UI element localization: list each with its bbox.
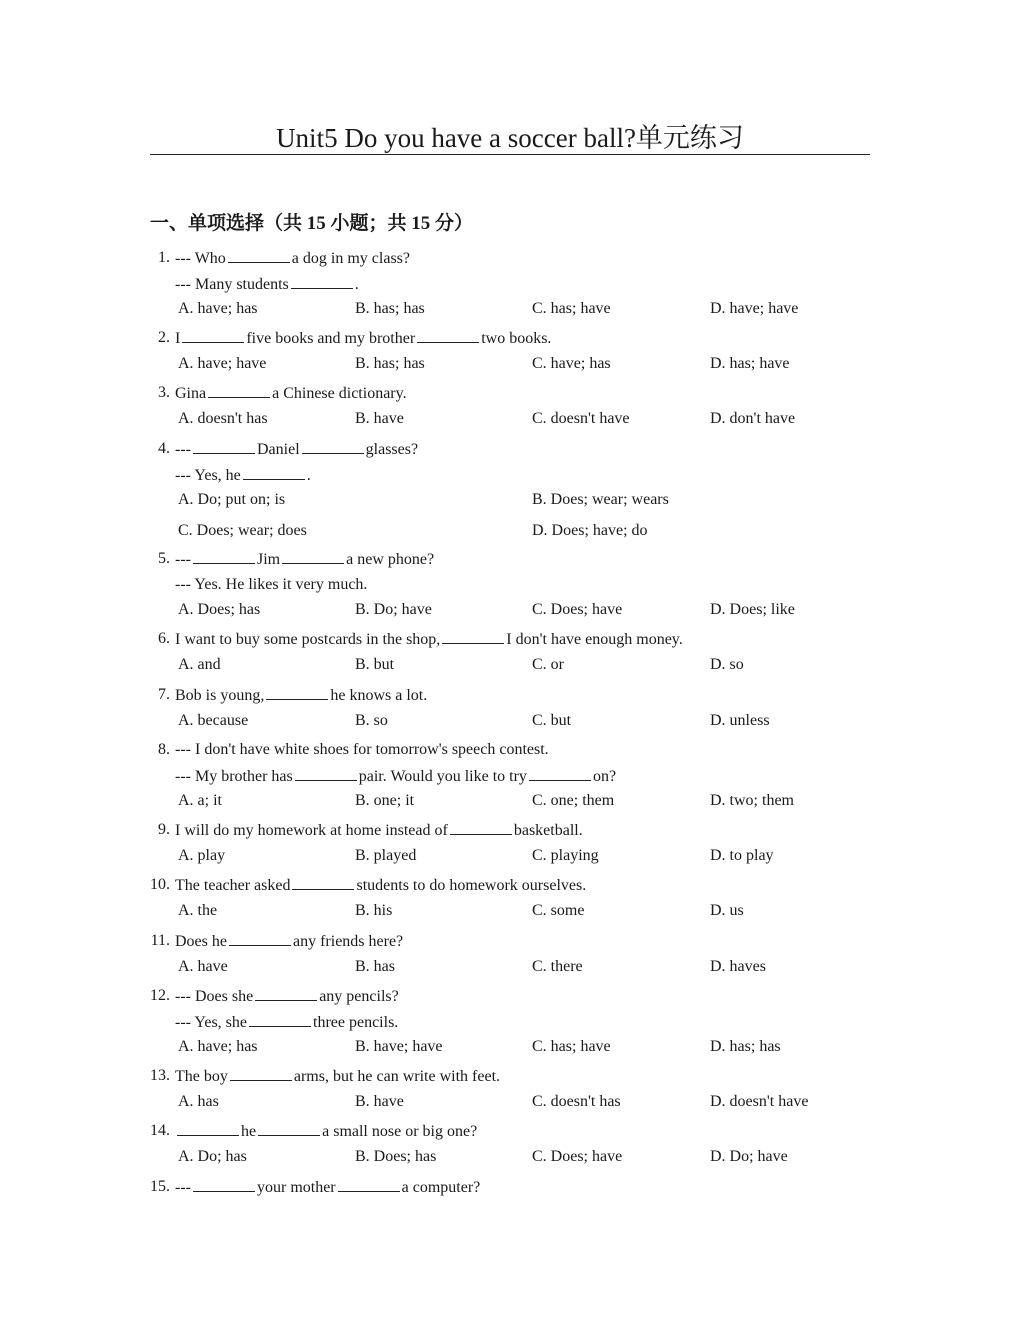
question-line <box>150 985 399 1008</box>
answer-option[interactable]: C. but <box>532 711 572 729</box>
question-line <box>175 273 359 296</box>
answer-option[interactable]: D. to play <box>710 846 774 864</box>
question-text: Jim <box>256 551 281 568</box>
answer-blank[interactable] <box>230 1065 292 1081</box>
question-number: 1. <box>158 249 170 266</box>
answer-option[interactable]: C. has; have <box>532 300 611 317</box>
answer-option[interactable]: C. playing <box>532 846 599 864</box>
answer-option[interactable]: A. Do; put on; is <box>178 491 286 508</box>
question-text: --- Does she <box>175 988 254 1005</box>
answer-option[interactable]: B. have <box>355 409 404 427</box>
answer-blank[interactable] <box>249 1011 311 1027</box>
question-line <box>158 684 428 707</box>
question-text: any pencils? <box>319 988 399 1005</box>
question-text: The boy <box>175 1068 228 1085</box>
answer-blank[interactable] <box>229 930 291 946</box>
question-number: 14. <box>150 1122 170 1139</box>
answer-option[interactable]: A. have; have <box>178 354 267 372</box>
answer-option[interactable]: A. Do; has <box>178 1147 247 1165</box>
answer-blank[interactable] <box>292 874 354 890</box>
answer-blank[interactable] <box>193 548 255 564</box>
answer-option[interactable]: C. Does; wear; does <box>178 522 307 539</box>
question-text: five books and my brother <box>246 330 416 347</box>
question-number: 7. <box>158 686 170 703</box>
answer-blank[interactable] <box>442 628 504 644</box>
answer-blank[interactable] <box>182 327 244 343</box>
answer-blank[interactable] <box>255 985 317 1001</box>
question-text: I want to buy some postcards in the shop, <box>175 631 441 648</box>
answer-option[interactable]: D. doesn't have <box>710 1092 809 1110</box>
answer-option[interactable]: A. because <box>178 711 249 729</box>
question-text: --- Who <box>175 250 226 267</box>
answer-blank[interactable] <box>266 684 328 700</box>
question-text: . <box>354 275 359 293</box>
answer-blank[interactable] <box>291 273 353 289</box>
question-text: Gina <box>175 385 207 402</box>
question-line <box>150 1065 501 1088</box>
answer-option[interactable]: D. us <box>710 901 744 919</box>
question-line <box>158 247 410 270</box>
answer-option[interactable]: A. have <box>178 957 228 975</box>
answer-blank[interactable] <box>177 1120 239 1136</box>
question-text: glasses? <box>365 441 419 458</box>
answer-blank[interactable] <box>243 464 305 480</box>
answer-option[interactable]: B. has <box>355 957 395 975</box>
question-text: The teacher asked <box>175 877 291 894</box>
question-line <box>175 1011 398 1034</box>
answer-option[interactable]: B. his <box>355 901 393 919</box>
answer-option[interactable]: A. have; has <box>178 300 258 317</box>
answer-option[interactable]: B. but <box>355 655 395 673</box>
answer-option[interactable]: D. so <box>710 655 744 673</box>
answer-blank[interactable] <box>417 327 479 343</box>
question-number: 12. <box>150 987 170 1004</box>
answer-option[interactable]: B. Does; has <box>355 1147 437 1165</box>
question-text: three pencils. <box>313 1013 399 1031</box>
answer-option[interactable]: C. there <box>532 957 583 975</box>
answer-option[interactable]: D. Does; like <box>710 601 795 618</box>
question-text: arms, but he can write with feet. <box>293 1068 501 1085</box>
answer-option[interactable]: A. has <box>178 1092 219 1110</box>
page-title: Unit5 Do you have a soccer ball?单元练习 <box>276 123 744 153</box>
answer-option[interactable]: B. have; have <box>355 1038 443 1055</box>
question-text: Does he <box>175 933 227 950</box>
question-line <box>158 628 683 651</box>
question-line <box>158 819 583 842</box>
answer-blank[interactable] <box>282 548 344 564</box>
answer-blank[interactable] <box>228 247 290 263</box>
answer-option[interactable]: B. one; it <box>355 792 415 809</box>
question-text: I <box>175 330 181 347</box>
answer-option[interactable]: A. play <box>178 846 226 864</box>
question-text: basketball. <box>513 822 583 839</box>
question-text: a small nose or big one? <box>322 1123 478 1140</box>
answer-blank[interactable] <box>295 765 357 781</box>
answer-blank[interactable] <box>258 1120 320 1136</box>
question-text: students to do homework ourselves. <box>356 877 587 894</box>
answer-option[interactable]: C. Does; have <box>532 601 623 618</box>
question-number: 9. <box>158 821 170 838</box>
question-text: --- <box>175 1179 191 1196</box>
question-text: pair. Would you like to try <box>358 767 527 785</box>
answer-option[interactable]: C. one; them <box>532 792 615 809</box>
question-line <box>158 438 419 461</box>
answer-option[interactable]: A. doesn't has <box>178 409 268 427</box>
question-text: a Chinese dictionary. <box>272 385 407 402</box>
answer-blank[interactable] <box>193 1176 255 1192</box>
answer-option[interactable]: C. or <box>532 655 564 673</box>
question-text: --- <box>175 441 191 458</box>
answer-option[interactable]: A. have; has <box>178 1038 258 1055</box>
question-line <box>158 382 407 405</box>
question-text: any friends here? <box>292 933 404 950</box>
question-number: 10. <box>150 876 170 893</box>
question-line <box>150 1120 478 1143</box>
answer-option[interactable]: D. has; has <box>710 1038 781 1055</box>
question-text: he knows a lot. <box>330 687 428 704</box>
answer-option[interactable]: C. doesn't has <box>532 1092 621 1110</box>
answer-option[interactable]: B. have <box>355 1092 404 1110</box>
answer-option[interactable]: B. played <box>355 846 417 864</box>
answer-option[interactable]: A. and <box>178 655 221 673</box>
question-number: 13. <box>150 1067 170 1084</box>
answer-option[interactable]: D. has; have <box>710 354 790 372</box>
question-line <box>158 739 549 761</box>
question-number: 4. <box>158 440 170 457</box>
question-line <box>150 874 587 897</box>
section-heading: 一、单项选择（共 15 小题；共 15 分） <box>150 213 474 234</box>
question-line <box>175 574 367 596</box>
answer-option[interactable]: B. has; has <box>355 300 425 317</box>
question-text: --- Yes, she <box>175 1013 247 1031</box>
answer-option[interactable]: D. unless <box>710 711 770 729</box>
answer-blank[interactable] <box>208 382 270 398</box>
answer-option[interactable]: A. Does; has <box>178 601 261 618</box>
question-text: --- Many students <box>175 275 289 293</box>
question-number: 5. <box>158 550 170 567</box>
question-text: two books. <box>481 330 552 347</box>
question-text: a new phone? <box>346 551 435 568</box>
answer-blank[interactable] <box>529 765 591 781</box>
answer-option[interactable]: A. the <box>178 901 218 919</box>
question-text: your mother <box>256 1179 336 1196</box>
answer-option[interactable]: B. Do; have <box>355 601 432 618</box>
answer-blank[interactable] <box>338 1176 400 1192</box>
question-line <box>175 765 616 788</box>
question-line <box>158 548 435 571</box>
answer-option[interactable]: D. haves <box>710 957 766 975</box>
answer-option[interactable]: D. two; them <box>710 792 794 809</box>
question-text: --- Yes. He likes it very much. <box>175 575 368 593</box>
question-number: 11. <box>150 932 170 949</box>
question-text: a computer? <box>401 1179 481 1196</box>
question-text: I don't have enough money. <box>506 631 683 648</box>
question-number: 6. <box>158 630 170 647</box>
answer-blank[interactable] <box>302 438 364 454</box>
question-number: 8. <box>158 741 170 758</box>
answer-option[interactable]: C. some <box>532 901 585 919</box>
answer-option[interactable]: C. has; have <box>532 1038 611 1055</box>
answer-option[interactable]: B. Does; wear; wears <box>532 491 669 508</box>
question-number: 2. <box>158 329 170 346</box>
question-text: --- Yes, he <box>175 466 241 484</box>
question-line <box>150 1176 481 1199</box>
answer-option[interactable]: C. Does; have <box>532 1147 623 1165</box>
question-text: on? <box>592 767 617 785</box>
answer-blank[interactable] <box>450 819 512 835</box>
question-text: --- <box>175 551 191 568</box>
question-text: --- I don't have white shoes for tomorrow's speech contest. <box>175 741 549 758</box>
question-text: he <box>241 1123 257 1140</box>
question-text: I will do my homework at home instead of <box>175 822 448 839</box>
answer-option[interactable]: B. so <box>355 711 388 729</box>
answer-option[interactable]: C. have; has <box>532 354 611 372</box>
question-number: 15. <box>150 1178 170 1195</box>
question-text: --- My brother has <box>175 767 293 785</box>
question-line <box>158 327 552 350</box>
question-text: Daniel <box>256 441 300 458</box>
answer-option[interactable]: A. a; it <box>178 792 222 809</box>
answer-option[interactable]: C. doesn't have <box>532 409 630 427</box>
question-number: 3. <box>158 384 170 401</box>
question-text: Bob is young, <box>175 687 265 704</box>
question-line <box>150 930 404 953</box>
answer-blank[interactable] <box>193 438 255 454</box>
answer-option[interactable]: B. has; has <box>355 354 425 372</box>
question-text: a dog in my class? <box>291 250 410 267</box>
answer-option[interactable]: D. have; have <box>710 300 799 317</box>
question-text: . <box>306 466 311 484</box>
question-line <box>175 464 311 487</box>
answer-option[interactable]: D. Do; have <box>710 1147 788 1165</box>
answer-option[interactable]: D. Does; have; do <box>532 522 648 539</box>
answer-option[interactable]: D. don't have <box>710 409 796 427</box>
